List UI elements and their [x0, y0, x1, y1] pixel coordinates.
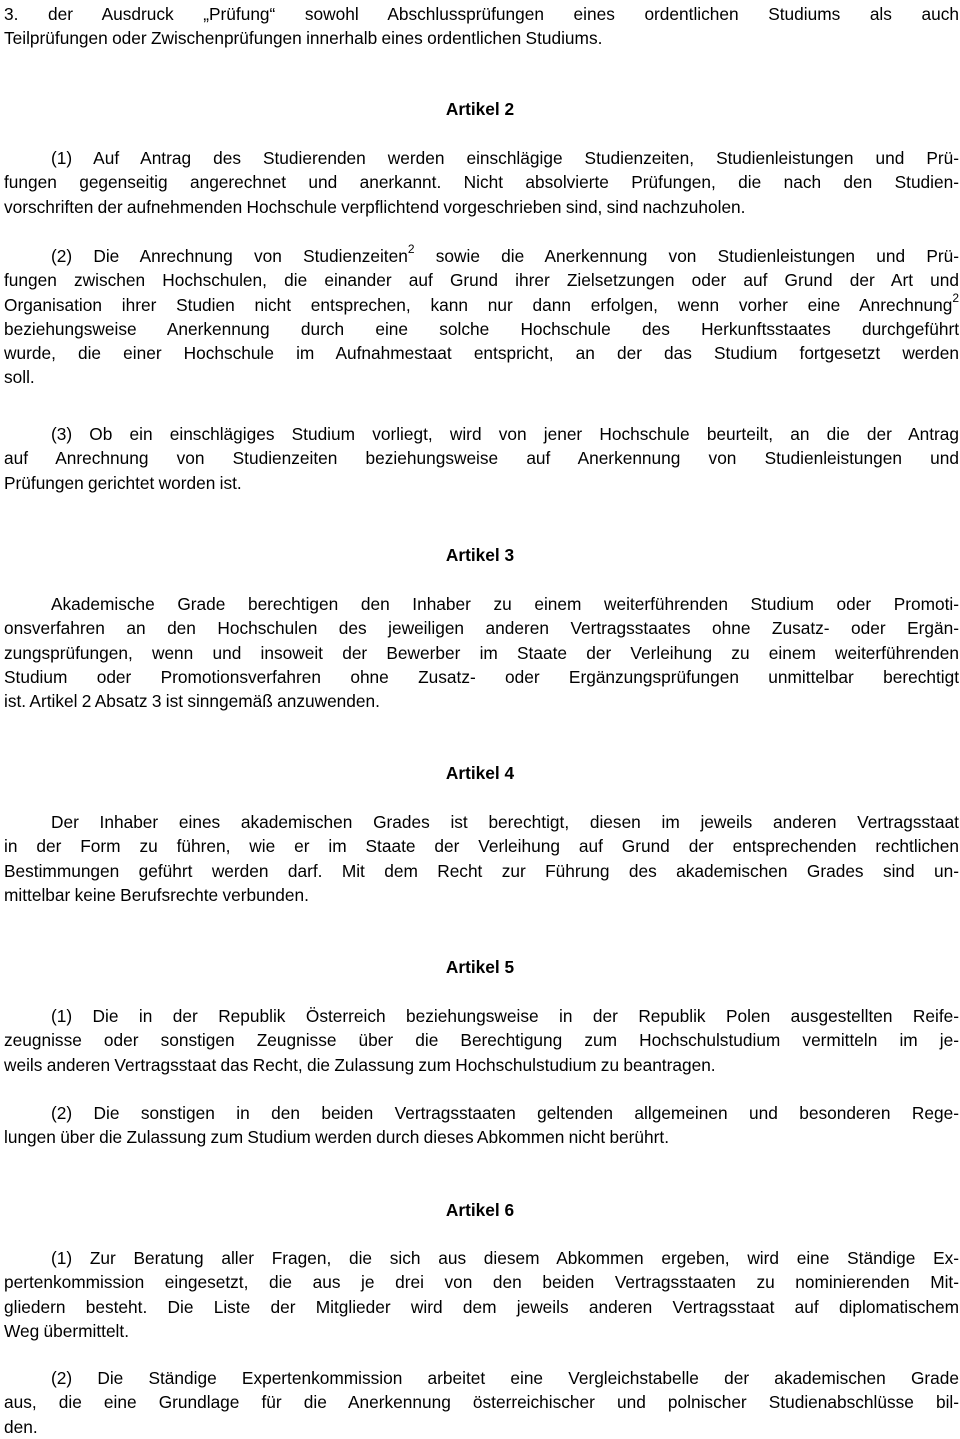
text-line: Weg übermittelt. — [4, 1320, 129, 1341]
article-5-heading: Artikel 5 — [445, 957, 515, 977]
article-5-paragraph-2 — [4, 1101, 959, 1150]
text-line: (2) Die Ständige Expertenkommission arbeitet eine Vergleichstabelle der akademischen Grade — [51, 1368, 959, 1388]
article-6-heading: Artikel 6 — [445, 1200, 515, 1220]
text-segment: Organisation ihrer Studien nicht entsprechen, kann nur dann erfolgen, wenn vorher eine Anrechnung — [4, 294, 953, 315]
text-line: den. — [4, 1416, 38, 1437]
text-line: ist. Artikel 2 Absatz 3 ist sinngemäß anzuwenden. — [4, 691, 380, 712]
text-line — [4, 290, 959, 317]
text-line: fungen zwischen Hochschulen, die einander auf Grund ihrer Zielsetzungen oder auf Grund der Art und — [4, 270, 959, 291]
text-line: Bestimmungen geführt werden darf. Mit dem Recht zur Führung des akademischen Grades sind un- — [4, 860, 959, 881]
article-2-paragraph-1 — [4, 146, 959, 219]
text-line: Prüfungen gerichtet worden ist. — [4, 472, 242, 493]
text-line: soll. — [4, 367, 35, 388]
text-line: Der Inhaber eines akademischen Grades ist berechtigt, diesen im jeweils anderen Vertragsstaat — [51, 812, 959, 832]
text-line: mittelbar keine Berufsrechte verbunden. — [4, 884, 309, 905]
article-4-paragraph-1 — [4, 810, 959, 907]
text-line: aus, die eine Grundlage für die Anerkennung österreichischer und polnischer Studienabschlüsse bil- — [4, 1392, 959, 1413]
footnote-marker: 2 — [952, 290, 959, 305]
text-line: 3. der Ausdruck „Prüfung“ sowohl Abschlussprüfungen eines ordentlichen Studiums als auch — [4, 4, 959, 24]
text-line: auf Anrechnung von Studienzeiten beziehungsweise auf Anerkennung von Studienleistungen und — [4, 448, 959, 469]
text-line: (1) Zur Beratung aller Fragen, die sich aus diesem Abkommen ergeben, wird eine Ständige Ex- — [51, 1248, 959, 1268]
article-4-heading: Artikel 4 — [445, 763, 515, 783]
text-segment: (2) Die Anrechnung von Studienzeiten — [51, 246, 408, 266]
text-line: Teilprüfungen oder Zwischenprüfungen innerhalb eines ordentlichen Studiums. — [4, 28, 603, 49]
text-line: fungen gegenseitig angerechnet und anerkannt. Nicht absolvierte Prüfungen, die nach den Studien- — [4, 172, 959, 193]
text-line: (1) Die in der Republik Österreich beziehungsweise in der Republik Polen ausgestellten Reife- — [51, 1006, 959, 1026]
text-line: vorschriften der aufnehmenden Hochschule verpflichtend vorgeschrieben sind, sind nachzuholen. — [4, 196, 746, 217]
text-segment: sowie die Anerkennung von Studienleistungen und Prü- — [414, 246, 959, 266]
article-2-heading: Artikel 2 — [445, 99, 515, 119]
footnote-marker: 2 — [407, 242, 415, 256]
text-line: zungsprüfungen, wenn und insoweit der Bewerber im Staate der Verleihung zu einem weiterführenden — [4, 642, 959, 663]
text-line — [4, 244, 959, 268]
text-line: (2) Die sonstigen in den beiden Vertragsstaaten geltenden allgemeinen und besonderen Rege- — [51, 1103, 959, 1123]
text-line: gliedern besteht. Die Liste der Mitglieder wird dem jeweils anderen Vertragsstaat auf diplomatischem — [4, 1296, 959, 1317]
article-5-paragraph-1 — [4, 1004, 959, 1077]
text-line: pertenkommission eingesetzt, die aus je drei von den beiden Vertragsstaaten zu nominierenden Mit- — [4, 1272, 959, 1293]
article-2-paragraph-3 — [4, 422, 959, 495]
text-line: Akademische Grade berechtigen den Inhaber zu einem weiterführenden Studium oder Promoti- — [51, 594, 959, 614]
text-line: (1) Auf Antrag des Studierenden werden einschlägige Studienzeiten, Studienleistungen und Prü- — [51, 148, 959, 168]
text-line: wurde, die einer Hochschule im Aufnahmestaat entspricht, an der das Studium fortgesetzt werden — [4, 343, 959, 364]
text-line: beziehungsweise Anerkennung durch eine solche Hochschule des Herkunftsstaates durchgeführt — [4, 318, 959, 339]
text-line: lungen über die Zulassung zum Studium werden durch dieses Abkommen nicht berührt. — [4, 1127, 670, 1148]
text-line: in der Form zu führen, wie er im Staate der Verleihung auf Grund der entsprechenden rechtlichen — [4, 836, 959, 857]
text-line: weils anderen Vertragsstaat das Recht, die Zulassung zum Hochschulstudium zu beantragen. — [4, 1054, 716, 1075]
text-line: Studium oder Promotionsverfahren ohne Zusatz- oder Ergänzungsprüfungen unmittelbar berechtigt — [4, 666, 959, 687]
text-line: (3) Ob ein einschlägiges Studium vorliegt, wird von jener Hochschule beurteilt, an die der Antrag — [51, 424, 959, 444]
article-3-heading: Artikel 3 — [445, 545, 515, 565]
article-6-paragraph-2 — [4, 1366, 959, 1439]
article-6-paragraph-1 — [4, 1246, 959, 1343]
article-2-paragraph-2 — [4, 244, 959, 390]
article-3-paragraph-1 — [4, 592, 959, 713]
text-line: zeugnisse oder sonstigen Zeugnisse über die Berechtigung zum Hochschulstudium vermitteln im je- — [4, 1030, 959, 1051]
text-line: onsverfahren an den Hochschulen des jeweiligen anderen Vertragsstaates ohne Zusatz- oder Ergän- — [4, 618, 959, 639]
list-item-3 — [4, 2, 959, 51]
